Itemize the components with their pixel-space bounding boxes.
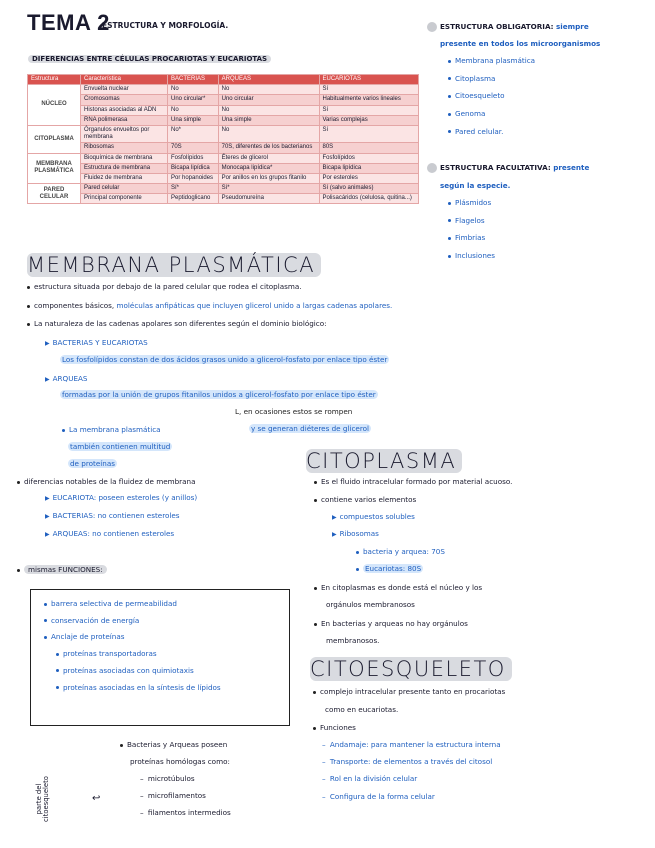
table-row	[28, 125, 419, 142]
bullet-marker	[56, 686, 59, 689]
structure-cell: NÚCLEO	[28, 85, 81, 126]
table-cell: Estructura de membrana	[81, 163, 168, 173]
funcion-box-item	[56, 684, 221, 691]
table-cell: Fosfolípidos	[319, 153, 419, 163]
funcion-box-item	[44, 617, 221, 624]
table-header-cell: ARQUEAS	[218, 75, 319, 85]
table-cell: 70S	[168, 143, 219, 153]
list-item-text: proteínas asociadas con quimiotaxis	[63, 665, 194, 675]
diferencia-item	[45, 512, 197, 520]
facultativa-item	[448, 199, 495, 206]
bullet-marker	[448, 130, 451, 133]
funcion-item	[322, 758, 501, 765]
diferencias-list	[45, 494, 197, 548]
list-item-text: Inclusiones	[455, 251, 496, 261]
table-cell: Sí (salvo animales)	[319, 184, 419, 194]
table-cell: Por hopanoides	[168, 173, 219, 183]
table-cell: Uno circular*	[168, 95, 219, 105]
multitud-line-3: de proteínas	[70, 459, 115, 468]
table-cell: Por anillos en los grupos fitanilo	[218, 173, 319, 183]
funcion-box-item	[44, 600, 221, 607]
obligatoria-item	[448, 75, 535, 82]
bullet-marker: –	[322, 791, 328, 801]
list-item-text: proteínas asociadas en la síntesis de lípidos	[63, 682, 221, 692]
arqueas-heading: ▶ ARQUEAS	[45, 374, 88, 383]
arqueas-note-2: y se generan diéteres de glicerol	[251, 424, 370, 433]
bullet-marker	[448, 77, 451, 80]
facultativa-heading: ESTRUCTURA FACULTATIVA: presente	[427, 163, 589, 173]
table-cell: Monocapa lipídica*	[218, 163, 319, 173]
table-cell: Fluidez de membrana	[81, 173, 168, 183]
facultativa-list	[448, 199, 495, 270]
table-cell: No	[168, 105, 219, 115]
funcion-box-item	[44, 633, 221, 640]
table-cell: Sí*	[168, 184, 219, 194]
bullet-marker: ▶	[45, 513, 50, 520]
bullet-marker	[56, 669, 59, 672]
table-cell: No	[218, 85, 319, 95]
diferencia-item	[45, 530, 197, 538]
arqueas-text: formadas por la unión de grupos fitanilos unidos a glicerol-fosfato por enlace tipo éster	[62, 390, 376, 399]
membrana-line-1: estructura situada por debajo de la pared celular que rodea el citoplasma.	[27, 283, 302, 290]
membrana-title: MEMBRANA PLASMÁTICA	[27, 253, 321, 277]
table-cell: No	[218, 125, 319, 142]
structure-cell: CITOPLASMA	[28, 125, 81, 153]
list-item-text: Pared celular.	[455, 126, 504, 136]
table-cell: No*	[168, 125, 219, 142]
citoplasma-line-4b: membranosos.	[326, 636, 380, 645]
citoplasma-line-1: Es el fluido intracelular formado por material acuoso.	[314, 478, 512, 485]
bullet-marker	[44, 619, 47, 622]
comparison-table	[27, 74, 419, 204]
funcion-item	[322, 775, 501, 782]
bullet-marker: –	[140, 808, 146, 818]
membrana-line-2: componentes básicos, moléculas anfipáticas que incluyen glicerol unido a largas cadenas apolares.	[27, 302, 392, 309]
citoplasma-title: CITOPLASMA	[306, 449, 462, 473]
list-item-text: Citoplasma	[455, 73, 496, 83]
table-cell: Por esteroles	[319, 173, 419, 183]
facultativa-item	[448, 252, 495, 259]
funcion-box-item	[56, 650, 221, 657]
bullet-marker: –	[140, 791, 146, 801]
bacterias-eucariotas-text: Los fosfolípidos constan de dos ácidos grasos unido a glicerol-fosfato por enlace tipo éster	[62, 355, 388, 364]
funcion-box-item	[56, 667, 221, 674]
bullet-marker	[448, 113, 451, 116]
bullet-marker: –	[322, 740, 328, 749]
table-cell: No	[168, 85, 219, 95]
list-item-text: Plásmidos	[455, 198, 492, 207]
structure-cell: PARED CELULAR	[28, 184, 81, 204]
table-row	[28, 85, 419, 95]
table-row	[28, 173, 419, 183]
table-cell: Varias complejas	[319, 115, 419, 125]
table-cell: Sí	[319, 105, 419, 115]
bullet-marker: –	[140, 774, 146, 783]
citoplasma-item-1: ▶ compuestos solubles	[332, 512, 415, 521]
arrow-icon: ↩	[92, 793, 101, 804]
table-cell: Ribosomas	[81, 143, 168, 153]
bact-line-1: Bacterias y Arqueas poseen	[120, 741, 227, 748]
table-row	[28, 163, 419, 173]
obligatoria-heading: ESTRUCTURA OBLIGATORIA: siempre	[427, 22, 589, 32]
list-item-text: EUCARIOTA: poseen esteroles (y anillos)	[52, 493, 198, 502]
table-cell: 70S, diferentes de los bacterianos	[218, 143, 319, 153]
table-row	[28, 194, 419, 204]
bullet-marker	[448, 237, 451, 240]
obligatoria-item	[448, 128, 535, 135]
table-cell: Polisacáridos (celulosa, quitina...)	[319, 194, 419, 204]
citoesqueleto-funciones: Funciones	[313, 724, 356, 731]
table-row	[28, 184, 419, 194]
obligatoria-item	[448, 92, 535, 99]
table-cell: Bioquímica de membrana	[81, 153, 168, 163]
bullet-marker	[44, 603, 47, 606]
list-item-text: microfilamentos	[147, 791, 206, 801]
ribo-item-2: Eucariotas: 80S	[356, 565, 423, 572]
list-item-text: Anclaje de proteínas	[51, 632, 125, 642]
bullet-marker	[448, 202, 451, 205]
list-item-text: conservación de energía	[51, 615, 140, 625]
list-item-text: BACTERIAS: no contienen esteroles	[52, 511, 180, 520]
citoesqueleto-line-1b: como en eucariotas.	[325, 705, 399, 714]
table-header-cell: Característica	[81, 75, 168, 85]
diferencia-item	[45, 494, 197, 502]
table-cell: Cromosomas	[81, 95, 168, 105]
table-cell: Bicapa lipídica	[319, 163, 419, 173]
table-cell: Principal componente	[81, 194, 168, 204]
bact-list	[140, 775, 231, 827]
obligatoria-item	[448, 57, 535, 64]
funcion-item	[322, 741, 501, 748]
citoesqueleto-list	[322, 741, 501, 810]
multitud-line-2: también contienen multitud	[70, 442, 171, 451]
table-cell: 80S	[319, 143, 419, 153]
citoplasma-line-3b: orgánulos membranosos	[326, 600, 415, 609]
arqueas-note: L, en ocasiones estos se rompen	[235, 407, 353, 416]
table-cell: Bicapa lipídica	[168, 163, 219, 173]
table-row	[28, 143, 419, 153]
obligatoria-text: presente en todos los microorganismos	[440, 39, 601, 48]
membrana-line-3: La naturaleza de las cadenas apolares son diferentes según el dominio biológico:	[27, 320, 327, 327]
table-cell: Pseudomureína	[218, 194, 319, 204]
table-cell: RNA polimerasa	[81, 115, 168, 125]
table-row	[28, 115, 419, 125]
list-item-text: Citoesqueleto	[455, 91, 505, 101]
list-item-text: Flagelos	[455, 215, 485, 225]
table-heading: DIFERENCIAS ENTRE CÉLULAS PROCARIOTAS Y EUCARIOTAS	[28, 56, 271, 63]
citoplasma-line-3: En citoplasmas es donde está el núcleo y los	[314, 584, 482, 591]
table-header-cell: Estructura	[28, 75, 81, 85]
facultativa-item	[448, 234, 495, 241]
ribo-item-1: bacteria y arquea: 70S	[356, 548, 445, 555]
structure-cell: MEMBRANA PLASMÁTICA	[28, 153, 81, 184]
citoplasma-item-2: ▶ Ribosomas	[332, 529, 379, 538]
table-cell: Habitualmente varios lineales	[319, 95, 419, 105]
citoplasma-line-2: contiene varios elementos	[314, 496, 416, 503]
list-item-text: ARQUEAS: no contienen esteroles	[52, 529, 175, 538]
table-cell: Peptidoglicano	[168, 194, 219, 204]
table-row	[28, 105, 419, 115]
list-item-text: Andamaje: para mantener la estructura interna	[329, 740, 501, 749]
bullet-dot-icon	[427, 22, 437, 32]
table-cell: Envuelta nuclear	[81, 85, 168, 95]
table-cell: Histonas asociadas al ADN	[81, 105, 168, 115]
funcion-item	[322, 793, 501, 800]
bacterias-eucariotas-heading: ▶ BACTERIAS Y EUCARIOTAS	[45, 338, 148, 347]
page-title: TEMA 2	[27, 10, 110, 35]
table-cell: Una simple	[218, 115, 319, 125]
table-header-cell: BACTERIAS	[168, 75, 219, 85]
page-subtitle: ESTRUCTURA Y MORFOLOGÍA.	[102, 21, 229, 30]
funciones-list	[44, 600, 221, 700]
citoplasma-line-4: En bacterias y arqueas no hay orgánulos	[314, 620, 468, 627]
bullet-marker: ▶	[45, 495, 50, 502]
bullet-marker	[448, 95, 451, 98]
table-cell: Fosfolípidos	[168, 153, 219, 163]
table-cell: Uno circular	[218, 95, 319, 105]
table-cell: Sí*	[218, 184, 319, 194]
funciones-label: mismas FUNCIONES:	[17, 566, 107, 573]
list-item-text: barrera selectiva de permeabilidad	[51, 599, 177, 608]
multitud-line-1: La membrana plasmática	[62, 426, 161, 433]
citoesqueleto-title: CITOESQUELETO	[310, 657, 512, 681]
bullet-marker: –	[322, 757, 328, 767]
table-cell: Éteres de glicerol	[218, 153, 319, 163]
proteina-item	[140, 775, 231, 782]
bullet-marker: ▶	[45, 531, 50, 538]
proteina-item	[140, 809, 231, 816]
bact-line-2: proteínas homólogas como:	[130, 757, 230, 766]
obligatoria-item	[448, 110, 535, 117]
proteina-item	[140, 792, 231, 799]
list-item-text: proteínas transportadoras	[63, 649, 157, 659]
table-cell: Una simple	[168, 115, 219, 125]
list-item-text: Configura de la forma celular	[329, 791, 435, 801]
diferencias-heading: diferencias notables de la fluidez de membrana	[17, 478, 196, 485]
table-header-cell: EUCARIOTAS	[319, 75, 419, 85]
list-item-text: Transporte: de elementos a través del citosol	[329, 757, 493, 767]
table-row	[28, 95, 419, 105]
bullet-marker	[44, 636, 47, 639]
bullet-marker: –	[322, 774, 328, 784]
table-cell: Sí	[319, 85, 419, 95]
table-row	[28, 153, 419, 163]
side-label: parte del citoesqueleto	[35, 776, 51, 822]
table-cell: Pared celular	[81, 184, 168, 194]
list-item-text: Membrana plasmática	[455, 56, 536, 65]
list-item-text: filamentos intermedios	[147, 808, 231, 818]
citoesqueleto-line-1: complejo intracelular presente tanto en procariotas	[313, 688, 505, 695]
facultativa-item	[448, 217, 495, 224]
table-cell: No	[218, 105, 319, 115]
bullet-marker	[56, 653, 59, 656]
list-item-text: Fimbrias	[455, 233, 486, 243]
list-item-text: microtúbulos	[147, 774, 195, 783]
list-item-text: Rol en la división celular	[329, 774, 418, 784]
table-cell: Sí	[319, 125, 419, 142]
facultativa-text: según la especie.	[440, 181, 511, 190]
table-cell: Órganulos envueltos por membrana	[81, 125, 168, 142]
obligatoria-list	[448, 57, 535, 146]
bullet-dot-icon	[427, 163, 437, 173]
bullet-marker	[448, 219, 451, 222]
list-item-text: Genoma	[455, 109, 486, 119]
bullet-marker	[448, 255, 451, 258]
bullet-marker	[448, 60, 451, 63]
